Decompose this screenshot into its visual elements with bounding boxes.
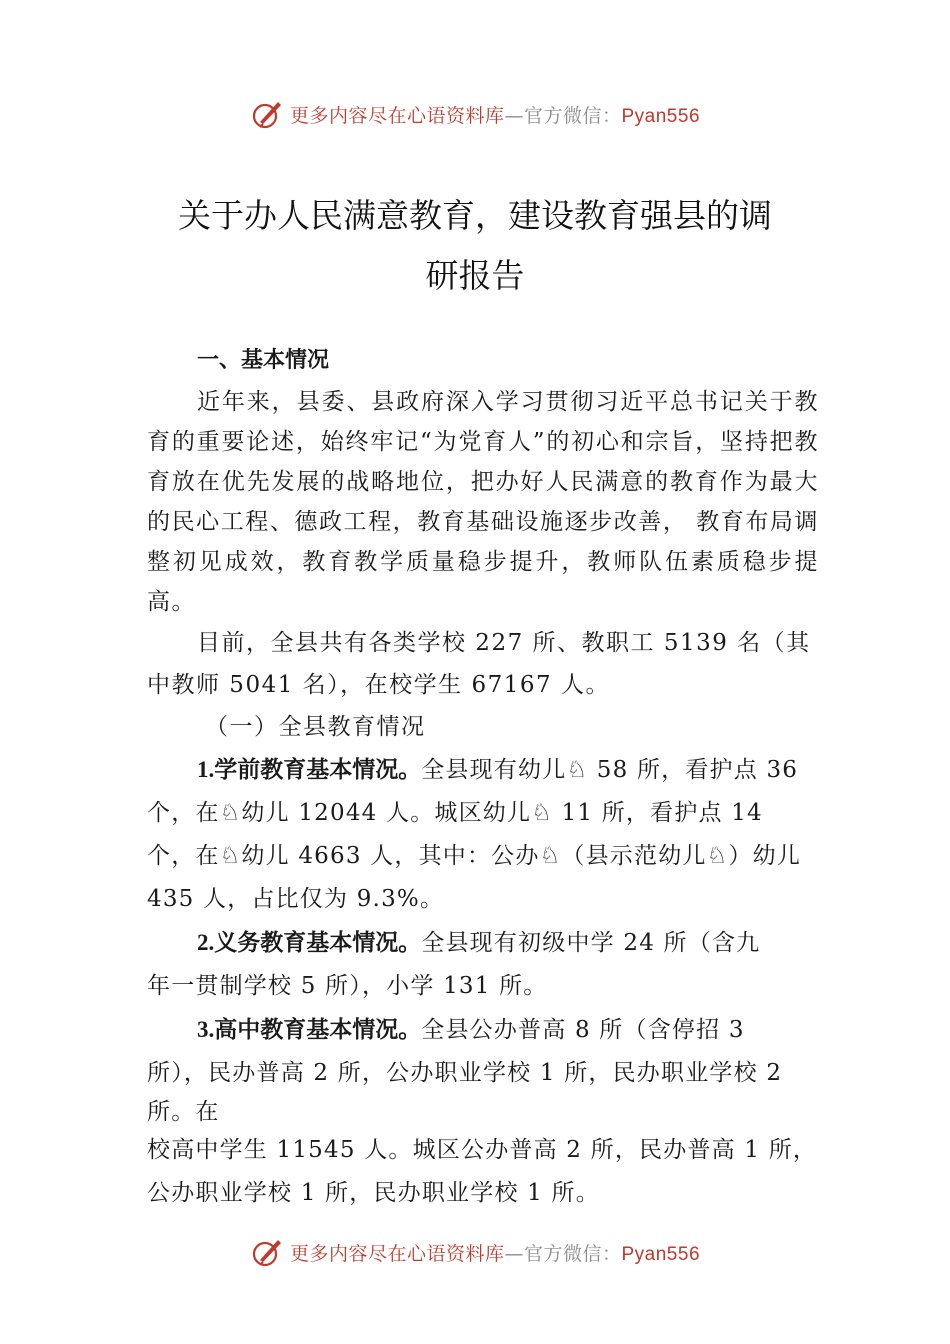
item2-line-2: 年一贯制学校 5 所），小学 131 所。 [147, 973, 548, 999]
item-compulsory [147, 921, 819, 965]
watermark-main: 更多内容尽在心语资料库 [289, 104, 505, 127]
watermark-sub: —官方微信： [504, 104, 622, 127]
item1-text: 全县现有幼儿♘ 58 所，看护点 36 个，在♘幼儿 12044 人。城区幼儿♘ 11 所，看护点 14 个，在♘幼儿 4663 人，其中：公办♘（县示范幼儿♘）幼儿 435 人，占比仅为 9.3%。 [147, 757, 802, 912]
item3-label: 高中教育基本情况。 [214, 1017, 422, 1043]
header-watermark [0, 94, 950, 134]
item-highschool [147, 1008, 819, 1052]
item2-number: 2. [197, 930, 215, 955]
quill-logo-icon [250, 96, 286, 132]
item1-number: 1. [197, 757, 215, 782]
footer-watermark [0, 1232, 950, 1272]
sub-heading: （一）全县教育情况 [205, 714, 426, 740]
item1-label: 学前教育基本情况。 [214, 757, 422, 783]
item2-text: 全县现有初级中学 24 所（含九 [421, 930, 761, 956]
section-heading: 一、基本情况 [197, 348, 330, 373]
item3-number: 3. [197, 1017, 215, 1042]
stats-line-1: 目前，全县共有各类学校 227 所、教职工 5139 名（其 [197, 630, 811, 656]
title-line-1: 关于办人民满意教育，建设教育强县的调 [178, 196, 772, 235]
quill-logo-icon [250, 1234, 286, 1270]
item2-label: 义务教育基本情况。 [214, 930, 422, 956]
item3-line-4: 校高中学生 11545 人。城区公办普高 2 所，民办普高 1 所， [147, 1137, 818, 1163]
watermark-id: Pyan556 [621, 1243, 701, 1265]
document-title [130, 186, 820, 306]
watermark-sub: —官方微信： [504, 1242, 622, 1265]
title-line-2: 研报告 [425, 256, 525, 295]
item3-text: 全县公办普高 8 所（含停招 3 [421, 1017, 745, 1043]
item3-line-3: 所。在 [147, 1099, 220, 1125]
watermark-id: Pyan556 [621, 105, 701, 127]
watermark-main: 更多内容尽在心语资料库 [289, 1242, 505, 1265]
document-body [147, 340, 819, 1215]
item3-line-5: 公办职业学校 1 所，民办职业学校 1 所。 [147, 1180, 600, 1206]
stats-line-2: 中教师 5041 名），在校学生 67167 人。 [147, 672, 610, 698]
item-preschool [147, 748, 819, 921]
intro-paragraph: 近年来，县委、县政府深入学习贯彻习近平总书记关于教育的重要论述，始终牢记“为党育人”的初心和宗旨，坚持把教育放在优先发展的战略地位，把办好人民满意的教育作为最大的民心工程、德政工程，教育基础设施逐步改善， 教育布局调整初见成效，教育教学质量稳步提升，教师队伍素质稳步提高。 [147, 389, 819, 615]
item3-line-2: 所），民办普高 2 所，公办职业学校 1 所，民办职业学校 2 [147, 1060, 783, 1086]
